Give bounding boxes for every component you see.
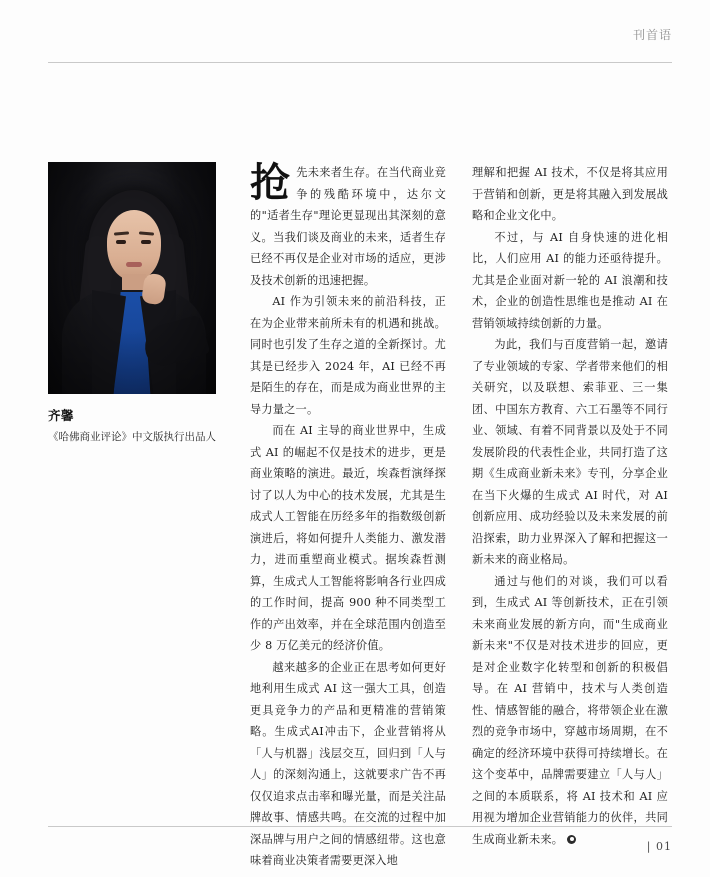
- page-footer: [48, 840, 672, 860]
- portrait-vignette: [48, 162, 216, 394]
- paragraph: [472, 334, 668, 571]
- drop-cap: 抢: [250, 159, 291, 206]
- paragraph: [472, 571, 668, 851]
- paragraph: [250, 159, 446, 291]
- portrait-caption: [48, 406, 228, 447]
- portrait-block: [48, 162, 216, 447]
- paragraph: [472, 162, 668, 227]
- article-column-middle: [250, 159, 446, 872]
- paragraph-text: 先未来者生存。在当代商业竞争的残酷环境中，达尔文的"适者生存"理论更显现出其深刻的意义。当我们谈及商业的未来，适者生存已经不再仅是企业对市场的适应，更涉及技术创新的迅速把握。: [250, 166, 446, 287]
- article-column-right: [472, 162, 668, 850]
- footer-divider: [48, 826, 672, 827]
- paragraph-text: 而在 AI 主导的商业世界中，生成式 AI 的崛起不仅是技术的进步，更是商业策略的演进。最近，埃森哲演绎探讨了以人为中心的技术发展，尤其是生成式人工智能在历经多年的指数级创新演进后，将如何提升人类能力、激发潜力，进而重塑商业模式。据埃森哲测算，生成式人工智能将影响各行业四成的工作时间，提高 900 种不同类型工作的产出效率，并在全球范围内创造至少 8 万亿美元的经济价值。: [250, 424, 446, 652]
- caption-name: 齐馨: [48, 408, 75, 423]
- header-divider: [48, 62, 672, 63]
- caption-title: 《哈佛商业评论》中文版执行出品人: [48, 431, 216, 443]
- page-number: | 01: [646, 840, 672, 853]
- paragraph: [472, 227, 668, 335]
- paragraph: [250, 291, 446, 420]
- paragraph-text: 通过与他们的对谈，我们可以看到，生成式 AI 等创新技术，正在引领未来商业发展的新方向，而"生成商业新未来"不仅是对技术进步的回应，更是对企业数字化转型和创新的积极倡导。在 AI 营销中，技术与人类创造性、情感智能的融合，将带领企业在激烈的竞争市场中，穿越市场周期，在不确定的经济环境中获得可持续增长。在这个变革中，品牌需要建立「人与人」之间的本质联系，将 AI 技术和 AI 应用视为增加企业营销能力的伙伴，共同生成商业新未来。: [472, 574, 668, 846]
- portrait-photo: [48, 162, 216, 394]
- paragraph-text: 为此，我们与百度营销一起，邀请了专业领域的专家、学者带来他们的相关研究，以及联想、索菲亚、三一集团、中国东方教育、六工石墨等不同行业、领域、有着不同背景以及处于不同发展阶段的代表性企业，共同打造了这期《生成商业新未来》专刊，分享企业在当下火爆的生成式 AI 时代，对 AI 创新应用、成功经验以及未来发展的前沿探索，助力业界深入了解和把握这一新未来的商业格局。: [472, 338, 668, 566]
- paragraph-text: 越来越多的企业正在思考如何更好地利用生成式 AI 这一强大工具，创造更具竞争力的产品和更精准的营销策略。生成式AI冲击下，企业营销将从「人与机器」浅层交互，回归到「人与人」的深刻沟通上，这就要求广告不再仅仅追求点击率和曝光量，而是关注品牌故事、情感共鸣。在交流的过程中加深品牌与用户之间的情感纽带。这也意味着商业决策者需要更深入地: [250, 660, 446, 867]
- paragraph: [250, 420, 446, 657]
- paragraph-text: 不过，与 AI 自身快速的进化相比，人们应用 AI 的能力还亟待提升。尤其是企业面对新一轮的 AI 浪潮和技术，企业的创造性思维也是推动 AI 在营销领域持续创新的力量。: [472, 230, 668, 330]
- page-header: [48, 18, 672, 58]
- paragraph-text: 理解和把握 AI 技术，不仅是将其应用于营销和创新，更是将其融入到发展战略和企业文化中。: [472, 166, 668, 222]
- paragraph-text: AI 作为引领未来的前沿科技，正在为企业带来前所未有的机遇和挑战。同时也引发了生存之道的全新探讨。尤其是已经步入 2024 年，AI 已经不再是陌生的存在，而是成为商业世界的主导力量之一。: [250, 295, 446, 416]
- section-label: 刊首语: [632, 28, 672, 42]
